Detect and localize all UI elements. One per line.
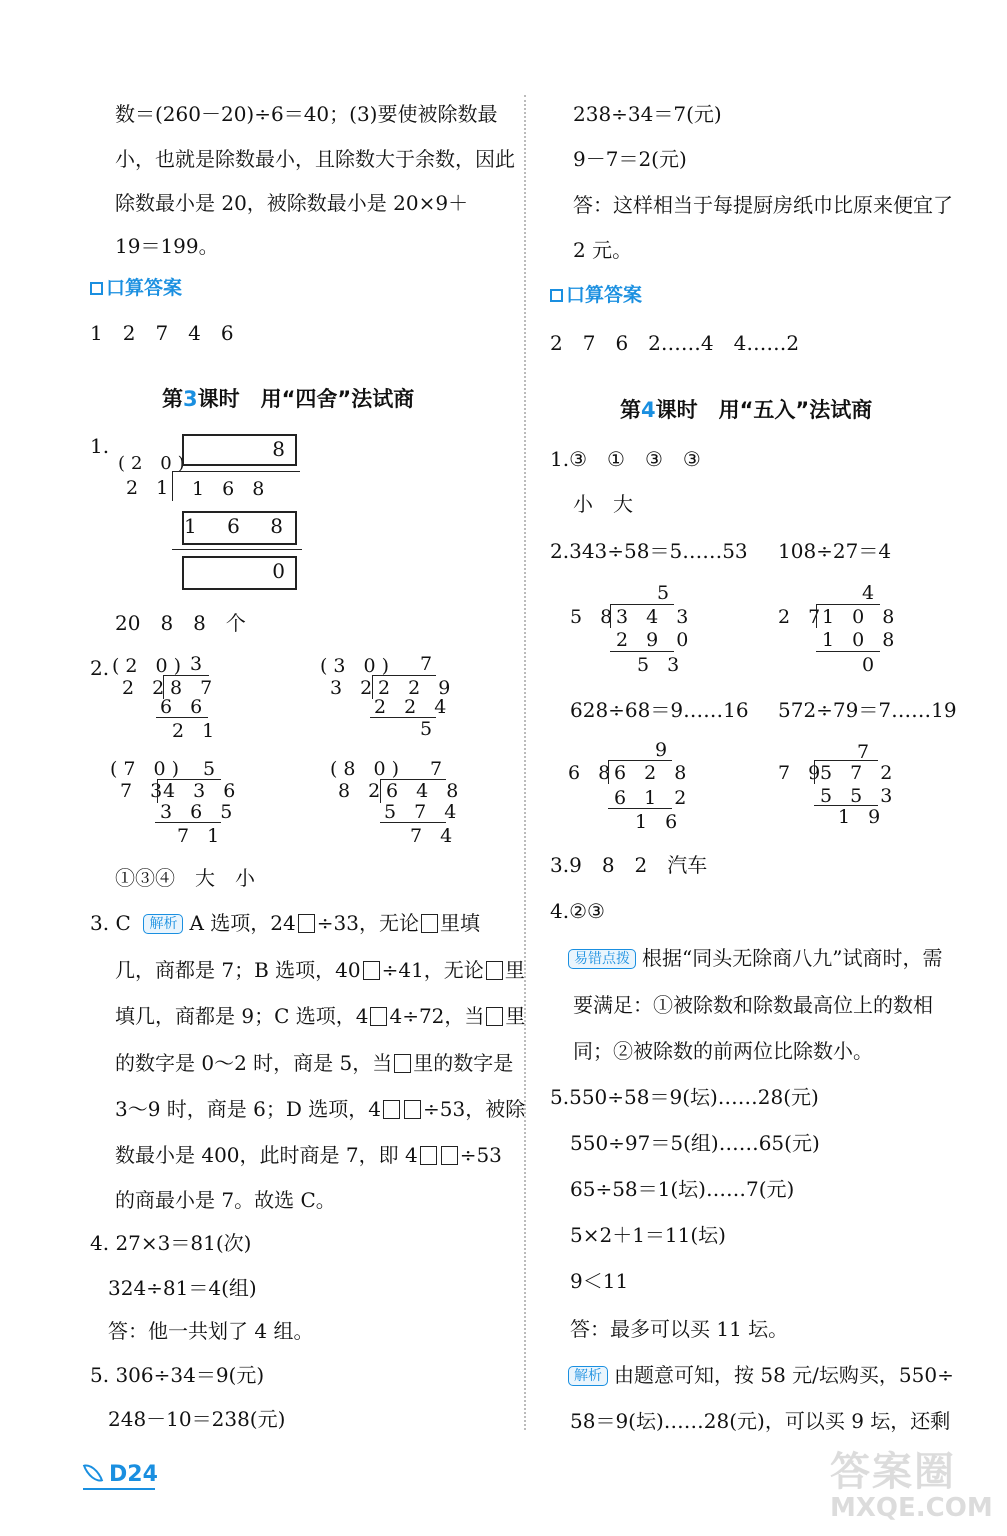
q2c-product: 3 6 5 bbox=[160, 801, 239, 823]
column-divider bbox=[524, 95, 526, 1430]
kousuan-answers-1: 1 2 7 4 6 bbox=[90, 321, 234, 345]
r-q2c-divisor: 6 8 bbox=[568, 762, 617, 784]
cont-line-1: 238÷34＝7(元) bbox=[573, 102, 722, 126]
r-q2b-divisor: 2 7 bbox=[778, 606, 827, 628]
q2b-product: 2 2 4 bbox=[374, 696, 453, 718]
page-number: D24 bbox=[109, 1462, 158, 1487]
q1-dividend: 1 6 8 bbox=[192, 478, 271, 500]
blank-box bbox=[298, 914, 315, 933]
r-q2d-side bbox=[814, 760, 815, 784]
r-q2c-dividend: 6 2 8 bbox=[614, 762, 693, 784]
q5-line-2: 248－10＝238(元) bbox=[108, 1407, 286, 1431]
r-q2b-remainder: 0 bbox=[862, 654, 881, 676]
intro-line-2: 小，也就是除数最小，且除数大于余数，因此 bbox=[115, 147, 515, 171]
q2b-divisor: 3 2 bbox=[330, 677, 379, 699]
r-q5-line-4: 5×2＋1＝11(坛) bbox=[570, 1223, 726, 1247]
cont-line-2: 9－7＝2(元) bbox=[573, 147, 687, 171]
r-q2c-product: 6 1 2 bbox=[614, 787, 693, 809]
r-q5-line-2: 550÷97＝5(组)……65(元) bbox=[570, 1131, 820, 1155]
r-q2c-quotient: 9 bbox=[655, 739, 674, 761]
r-q5-analysis-2: 58＝9(坛)……28(元)，可以买 9 坛，还剩 bbox=[570, 1409, 951, 1433]
r-q2a-dividend: 3 4 3 bbox=[616, 606, 695, 628]
q3-line-5: 3～9 时，商是 6；D 选项，4 ÷53，被除 bbox=[115, 1097, 526, 1121]
q4-line-2: 324÷81＝4(组) bbox=[108, 1276, 257, 1300]
blank-box bbox=[404, 1100, 421, 1119]
q2a-top bbox=[163, 675, 209, 676]
q1-product-box: 1 6 8 bbox=[182, 511, 297, 545]
q3-line-3: 填几，商都是 9；C 选项，4 4÷72，当 里 bbox=[115, 1004, 526, 1028]
q2a-sub bbox=[156, 717, 208, 718]
r-q2d-quotient: 7 bbox=[857, 741, 876, 763]
r-q2b-product: 1 0 8 bbox=[822, 629, 901, 651]
q1-remainder-box: 0 bbox=[182, 556, 297, 590]
r-q2b-sub bbox=[816, 651, 880, 652]
r-q2d-remainder: 1 9 bbox=[838, 806, 887, 828]
r-q4: 4.②③ bbox=[550, 899, 605, 923]
q2c-trial: (7 0) bbox=[110, 758, 186, 780]
r-q2c-remainder: 1 6 bbox=[635, 811, 684, 833]
r-q2-eq3: 628÷68＝9……16 bbox=[570, 698, 749, 722]
r-q5-line-3: 65÷58＝1(坛)……7(元) bbox=[570, 1177, 795, 1201]
r-q1-line-2: 小 大 bbox=[573, 492, 633, 516]
r-q4-note-2: 要满足：①被除数和除数最高位上的数相 bbox=[573, 993, 933, 1017]
square-icon bbox=[90, 282, 103, 295]
q4-line-3: 答：他一共划了 4 组。 bbox=[108, 1319, 314, 1343]
q2c-side bbox=[157, 779, 158, 803]
q2b-remainder: 5 bbox=[420, 718, 439, 740]
r-q2d-divisor: 7 9 bbox=[778, 762, 827, 784]
square-icon bbox=[550, 289, 563, 302]
r-q2c-side bbox=[608, 760, 609, 784]
q1-bracket-top bbox=[172, 471, 300, 472]
q2-number: 2. bbox=[90, 656, 110, 680]
watermark: 答案圈 MXQE.COM bbox=[830, 1449, 993, 1523]
blank-box bbox=[421, 914, 438, 933]
blank-box bbox=[383, 1100, 400, 1119]
intro-line-1: 数＝(260－20)÷6＝40；(3)要使被除数最 bbox=[115, 102, 498, 126]
intro-line-4: 19＝199。 bbox=[115, 234, 219, 258]
blank-box bbox=[363, 961, 380, 980]
analysis-tag: 解析 bbox=[568, 1366, 608, 1386]
blank-box bbox=[394, 1054, 411, 1073]
q1-number: 1. bbox=[90, 434, 110, 458]
q2d-product: 5 7 4 bbox=[384, 801, 463, 823]
r-q2a-side bbox=[610, 604, 611, 628]
r-q2d-dividend: 5 7 2 bbox=[820, 762, 899, 784]
q2a-divisor: 2 2 bbox=[122, 677, 171, 699]
r-q2c-top bbox=[608, 760, 672, 761]
r-q2d-top bbox=[814, 760, 878, 761]
q2b-quotient: 7 bbox=[420, 653, 439, 675]
cont-line-3: 答：这样相当于每提厨房纸巾比原来便宜了 bbox=[573, 193, 953, 217]
q2d-quotient: 7 bbox=[430, 758, 449, 780]
r-q5-line-6: 答：最多可以买 11 坛。 bbox=[570, 1317, 789, 1341]
blank-box bbox=[420, 1146, 437, 1165]
q1-sub-line bbox=[172, 549, 302, 550]
r-q5-line-5: 9＜11 bbox=[570, 1269, 629, 1293]
r-q2b-quotient: 4 bbox=[862, 582, 881, 604]
q2d-divisor: 8 2 bbox=[338, 780, 387, 802]
lesson-4-title: 第4课时 用“五入”法试商 bbox=[620, 398, 873, 422]
r-q2a-top bbox=[610, 604, 674, 605]
analysis-tag: 解析 bbox=[143, 914, 183, 934]
q2c-sub bbox=[155, 822, 221, 823]
r-q5-line-1: 5.550÷58＝9(坛)……28(元) bbox=[550, 1085, 819, 1109]
q2c-divisor: 7 3 bbox=[120, 780, 169, 802]
r-q2a-quotient: 5 bbox=[657, 582, 676, 604]
r-q4-note-1: 易错点拨 根据“同头无除商八九”试商时，需 bbox=[568, 948, 942, 969]
q2c-dividend: 4 3 6 bbox=[163, 780, 242, 802]
r-q2-eq2: 108÷27＝4 bbox=[778, 539, 892, 563]
q3-line-6: 数最小是 400，此时商是 7，即 4 ÷53 bbox=[115, 1143, 502, 1167]
q5-line-1: 5. 306÷34＝9(元) bbox=[90, 1363, 265, 1387]
q2b-dividend: 2 2 9 bbox=[378, 677, 457, 699]
kousuan-heading-2: 口算答案 bbox=[550, 286, 642, 305]
q1-bracket-side bbox=[172, 471, 173, 501]
q2d-side bbox=[380, 779, 381, 803]
blank-box bbox=[486, 961, 503, 980]
q2c-quotient: 5 bbox=[203, 758, 222, 780]
blank-box bbox=[486, 1007, 503, 1026]
r-q2-eq1: 2.343÷58＝5……53 bbox=[550, 539, 748, 563]
r-q4-note-3: 同；②被除数的前两位比除数小。 bbox=[573, 1039, 873, 1063]
q2a-trial: (2 0) bbox=[112, 655, 188, 677]
q1-divisor: 2 1 bbox=[126, 477, 175, 499]
cont-line-4: 2 元。 bbox=[573, 238, 633, 262]
q3-line-2: 几，商都是 7；B 选项，40 ÷41，无论 里 bbox=[115, 958, 525, 982]
q1-trial: (2 0) bbox=[118, 453, 191, 474]
q2a-product: 6 6 bbox=[160, 696, 209, 718]
footer-underline bbox=[83, 1488, 155, 1490]
q2d-remainder: 7 4 bbox=[410, 825, 459, 847]
q2a-dividend: 8 7 bbox=[170, 677, 219, 699]
q3-line-4: 的数字是 0～2 时，商是 5，当 里的数字是 bbox=[115, 1051, 514, 1075]
q2a-quotient: 3 bbox=[190, 653, 209, 675]
r-q2a-product: 2 9 0 bbox=[616, 629, 695, 651]
blank-box bbox=[441, 1146, 458, 1165]
r-q2b-dividend: 1 0 8 bbox=[822, 606, 901, 628]
r-q2-eq4: 572÷79＝7……19 bbox=[778, 698, 957, 722]
error-tip-tag: 易错点拨 bbox=[568, 949, 636, 969]
q2d-dividend: 6 4 8 bbox=[386, 780, 465, 802]
q1-quotient-box: 8 bbox=[182, 434, 297, 466]
q3-line-7: 的商最小是 7。故选 C。 bbox=[115, 1188, 336, 1212]
q2a-remainder: 2 1 bbox=[172, 720, 221, 742]
r-q2b-side bbox=[816, 604, 817, 628]
r-q2a-remainder: 5 3 bbox=[637, 654, 686, 676]
q2c-remainder: 7 1 bbox=[177, 825, 226, 847]
r-q2b-top bbox=[816, 604, 880, 605]
intro-line-3: 除数最小是 20，被除数最小是 20×9＋ bbox=[115, 191, 469, 215]
kousuan-answers-2: 2 7 6 2……4 4……2 bbox=[550, 331, 800, 355]
q2d-sub bbox=[380, 822, 446, 823]
r-q2a-sub bbox=[610, 651, 674, 652]
lesson-3-title: 第3课时 用“四舍”法试商 bbox=[162, 387, 415, 411]
r-q2d-product: 5 5 3 bbox=[820, 785, 899, 807]
q2b-side bbox=[372, 675, 373, 699]
q2-answer: ①③④ 大 小 bbox=[115, 866, 255, 890]
r-q2c-sub bbox=[608, 808, 672, 809]
q2d-trial: (8 0) bbox=[330, 758, 406, 780]
q2b-trial: (3 0) bbox=[320, 655, 396, 677]
r-q2a-divisor: 5 8 bbox=[570, 606, 619, 628]
q4-line-1: 4. 27×3＝81(次) bbox=[90, 1231, 252, 1255]
r-q3: 3.9 8 2 汽车 bbox=[550, 853, 708, 877]
q1-answer: 20 8 8 个 bbox=[115, 611, 246, 635]
q3-line-1: 3. C 解析 A 选项，24 ÷33，无论 里填 bbox=[90, 911, 480, 935]
r-q5-analysis-1: 解析 由题意可知，按 58 元/坛购买，550÷ bbox=[568, 1365, 954, 1386]
q2b-top bbox=[372, 675, 436, 676]
blank-box bbox=[370, 1007, 387, 1026]
r-q1-line-1: 1.③ ① ③ ③ bbox=[550, 447, 701, 471]
kousuan-heading-1: 口算答案 bbox=[90, 279, 182, 298]
